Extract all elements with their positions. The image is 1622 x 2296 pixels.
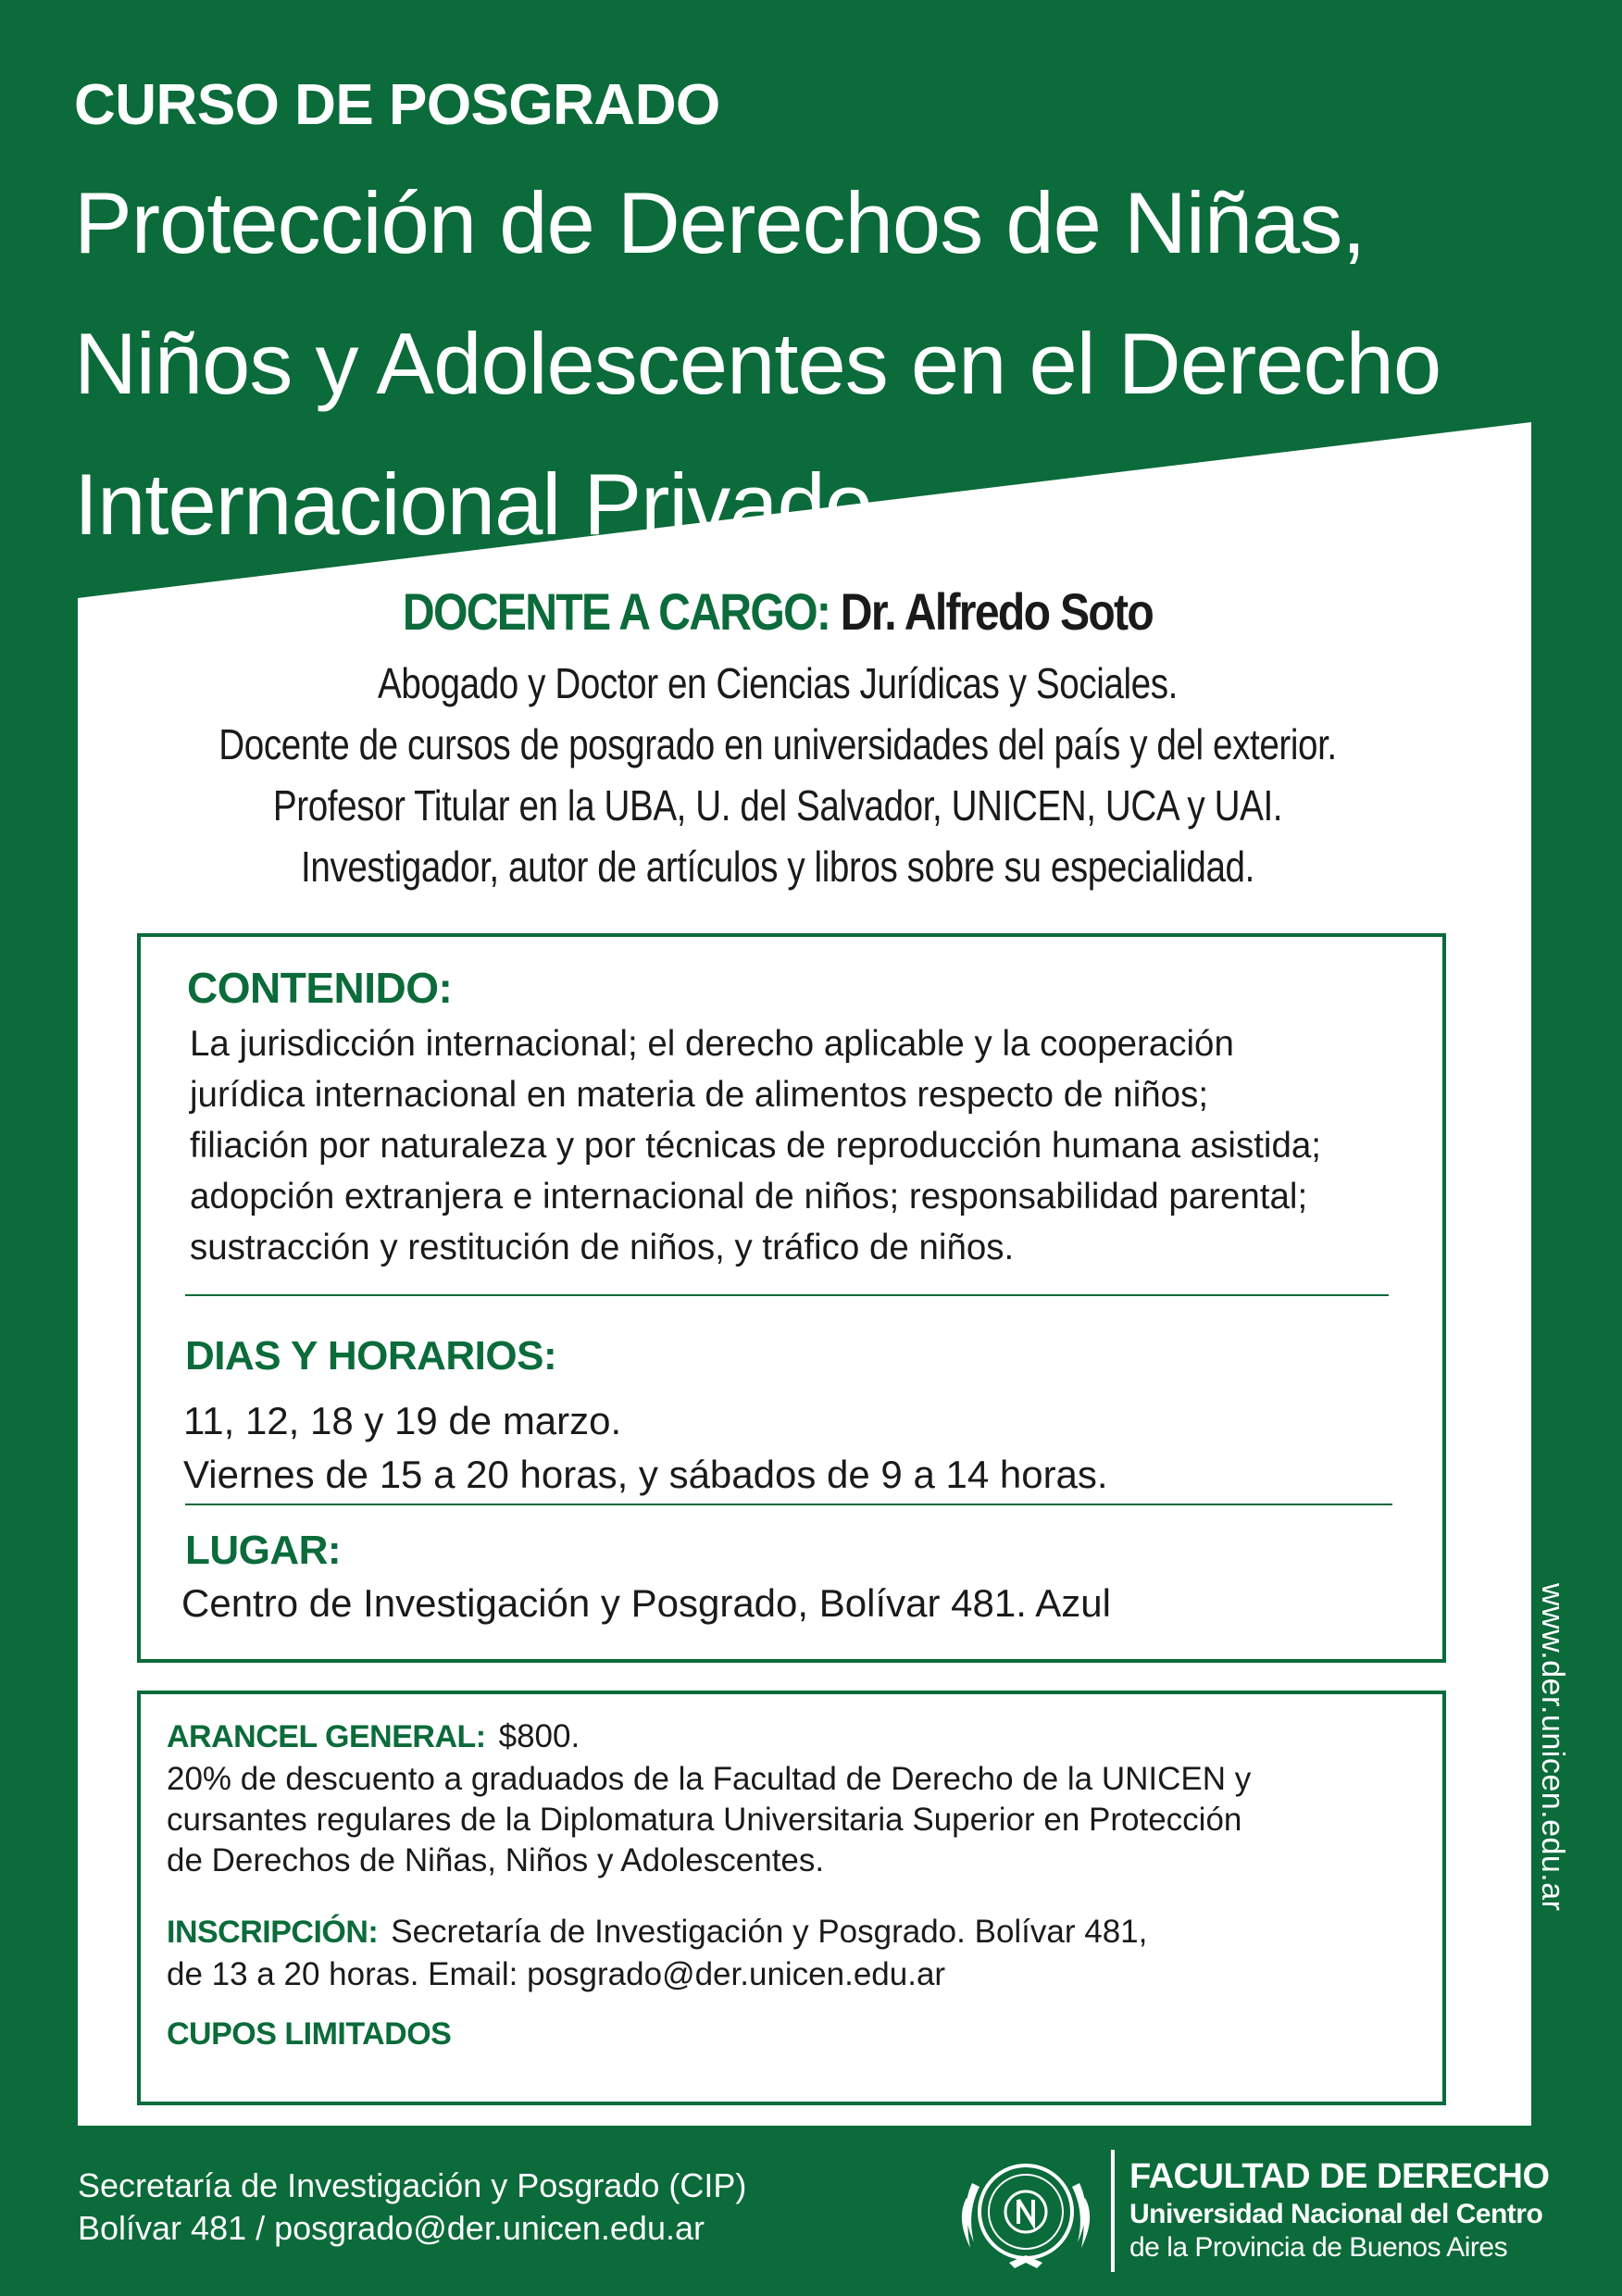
discount-line: cursantes regulares de la Diplomatura Universitaria Superior en Protección <box>167 1802 1242 1838</box>
fee-amount: $800. <box>498 1718 580 1754</box>
faculty-block <box>1129 2155 1550 2265</box>
registration-text <box>167 1911 1147 1996</box>
footer-contact-line: Bolívar 481 / posgrado@der.unicen.edu.ar <box>78 2209 705 2247</box>
teacher-bio <box>124 653 1430 897</box>
place-text: Centro de Investigación y Posgrado, Bolívar 481. Azul <box>181 1581 1111 1625</box>
teacher-bio-line: Abogado y Doctor en Ciencias Jurídicas y Sociales. <box>378 659 1178 707</box>
discount-line: de Derechos de Niñas, Niños y Adolescentes. <box>167 1842 825 1878</box>
schedule-text <box>183 1394 1108 1502</box>
schedule-line: Viernes de 15 a 20 horas, y sábados de 9 a 14 horas. <box>183 1453 1108 1496</box>
registration-label: INSCRIPCIÓN: <box>167 1915 379 1950</box>
contenido-line: jurídica internacional en materia de alimentos respecto de niños; <box>190 1075 1209 1115</box>
registration-line: de 13 a 20 horas. Email: posgrado@der.unicen.edu.ar <box>167 1956 946 1992</box>
teacher-bio-line: Investigador, autor de artículos y libros sobre su especialidad. <box>301 842 1254 891</box>
discount-text <box>167 1759 1251 1881</box>
province-name: de la Provincia de Buenos Aires <box>1129 2232 1508 2263</box>
schedule-heading: DIAS Y HORARIOS: <box>185 1333 557 1379</box>
teacher-name: Dr. Alfredo Soto <box>840 582 1154 641</box>
teacher-bio-line: Docente de cursos de posgrado en universidades del país y del exterior. <box>218 720 1337 768</box>
course-title-line: Protección de Derechos de Niñas, <box>74 174 1366 271</box>
section-divider <box>185 1294 1389 1296</box>
contenido-line: sustracción y restitución de niños, y tráfico de niños. <box>190 1228 1015 1267</box>
teacher-label: DOCENTE A CARGO: <box>402 582 830 641</box>
schedule-line: 11, 12, 18 y 19 de marzo. <box>183 1399 622 1442</box>
contenido-line: La jurisdicción internacional; el derecho aplicable y la cooperación <box>190 1024 1234 1064</box>
university-seal-icon <box>954 2146 1098 2277</box>
limited-seats-label: CUPOS LIMITADOS <box>167 2016 452 2052</box>
contenido-line: adopción extranjera e internacional de niños; responsabilidad parental; <box>190 1177 1308 1217</box>
discount-line: 20% de descuento a graduados de la Facultad de Derecho de la UNICEN y <box>167 1761 1252 1797</box>
course-title-line: Internacional Privado <box>74 455 873 553</box>
course-title-line: Niños y Adolescentes en el Derecho <box>74 315 1441 412</box>
faculty-name: FACULTAD DE DERECHO <box>1129 2157 1550 2196</box>
course-title <box>74 153 1555 575</box>
website-link[interactable]: www.der.unicen.edu.ar <box>1535 1583 1570 1912</box>
contenido-line: filiación por naturaleza y por técnicas de reproducción humana asistida; <box>190 1126 1321 1166</box>
registration-line: Secretaría de Investigación y Posgrado. Bolívar 481, <box>391 1914 1148 1950</box>
fee-line <box>167 1718 580 1755</box>
fee-label: ARANCEL GENERAL: <box>167 1719 486 1754</box>
course-type-label: CURSO DE POSGRADO <box>74 73 720 137</box>
university-name: Universidad Nacional del Centro <box>1129 2199 1543 2229</box>
section-divider <box>185 1504 1392 1505</box>
footer-divider <box>1111 2150 1115 2272</box>
teacher-bio-line: Profesor Titular en la UBA, U. del Salvador, UNICEN, UCA y UAI. <box>272 781 1283 830</box>
footer-contact <box>78 2165 746 2250</box>
contenido-text <box>190 1018 1430 1273</box>
place-heading: LUGAR: <box>185 1528 342 1573</box>
contenido-heading: CONTENIDO: <box>187 964 453 1012</box>
footer-contact-line: Secretaría de Investigación y Posgrado (CIP) <box>78 2166 747 2204</box>
teacher-heading <box>109 581 1447 642</box>
